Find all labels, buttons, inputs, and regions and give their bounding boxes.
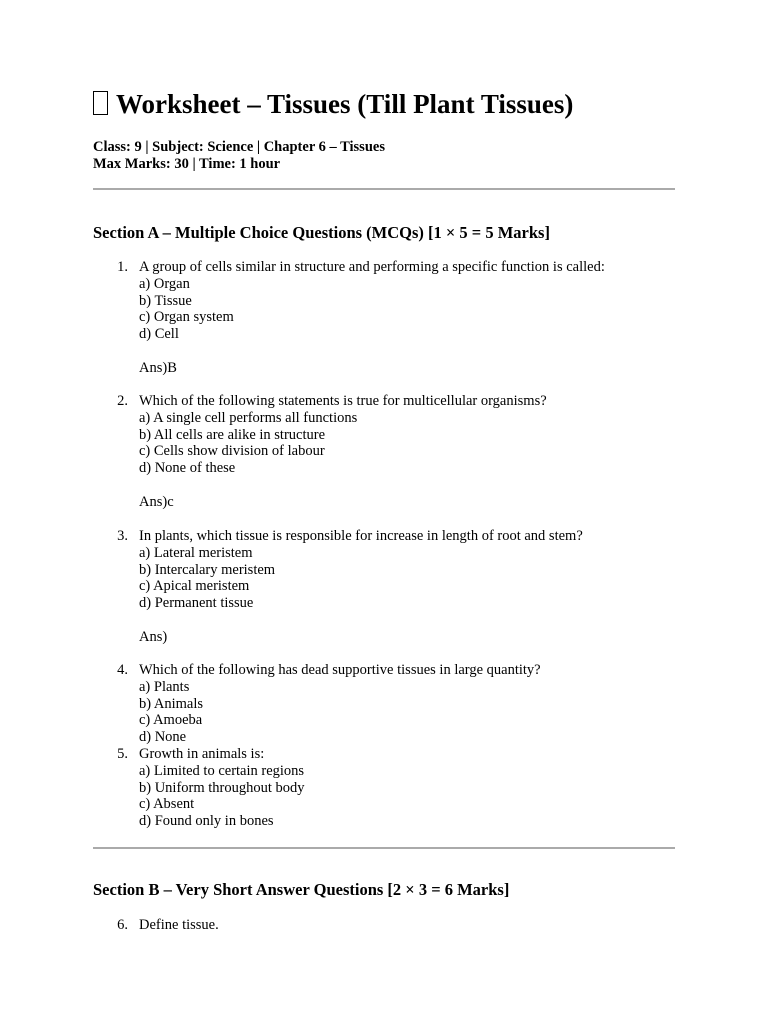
divider [93,847,675,849]
missing-glyph-icon [93,91,108,115]
option: a) Lateral meristem [139,544,253,561]
question-text: Define tissue. [139,917,219,933]
option: d) Permanent tissue [139,595,254,612]
option: c) Apical meristem [139,578,250,595]
question-number: 6. [117,917,128,933]
option: d) None [139,729,187,746]
question-number: 1. [117,259,128,275]
question-text: Growth in animals is: [139,746,265,762]
option: b) Intercalary meristem [139,561,276,578]
title-text: Worksheet – Tissues (Till Plant Tissues) [116,89,574,119]
question-text: Which of the following has dead supportive tissues in large quantity? [139,662,541,678]
option: c) Cells show division of labour [139,443,325,460]
question-number: 5. [117,746,128,762]
option: c) Amoeba [139,712,203,729]
question-number: 3. [117,528,128,544]
option: b) All cells are alike in structure [139,426,326,443]
section-a-heading: Section A – Multiple Choice Questions (MCQs) [1 × 5 = 5 Marks] [93,223,550,242]
meta-marks-time: Max Marks: 30 | Time: 1 hour [93,155,281,172]
worksheet-meta [93,139,385,172]
answer-text: Ans)c [139,493,174,510]
option: c) Absent [139,796,195,813]
question-number: 4. [117,662,128,678]
option: b) Animals [139,695,204,712]
option: a) A single cell performs all functions [139,409,358,426]
question-text: In plants, which tissue is responsible for increase in length of root and stem? [139,528,583,544]
option: a) Plants [139,678,190,695]
option: b) Uniform throughout body [139,779,305,796]
option: a) Limited to certain regions [139,762,305,779]
answer-text: Ans) [139,628,168,645]
meta-class-subject: Class: 9 | Subject: Science | Chapter 6 – Tissues [93,139,385,155]
option: c) Organ system [139,309,234,326]
question-text: Which of the following statements is true for multicellular organisms? [139,393,547,409]
question-text: A group of cells similar in structure and performing a specific function is called: [139,259,605,275]
page-title [93,86,573,122]
option: d) None of these [139,460,236,477]
option: d) Cell [139,326,179,343]
option: b) Tissue [139,292,192,309]
option: d) Found only in bones [139,813,274,830]
divider [93,188,675,190]
answer-text: Ans)B [139,359,177,376]
question-number: 2. [117,393,128,409]
section-b-heading: Section B – Very Short Answer Questions [2 × 3 = 6 Marks] [93,880,510,899]
option: a) Organ [139,275,190,292]
